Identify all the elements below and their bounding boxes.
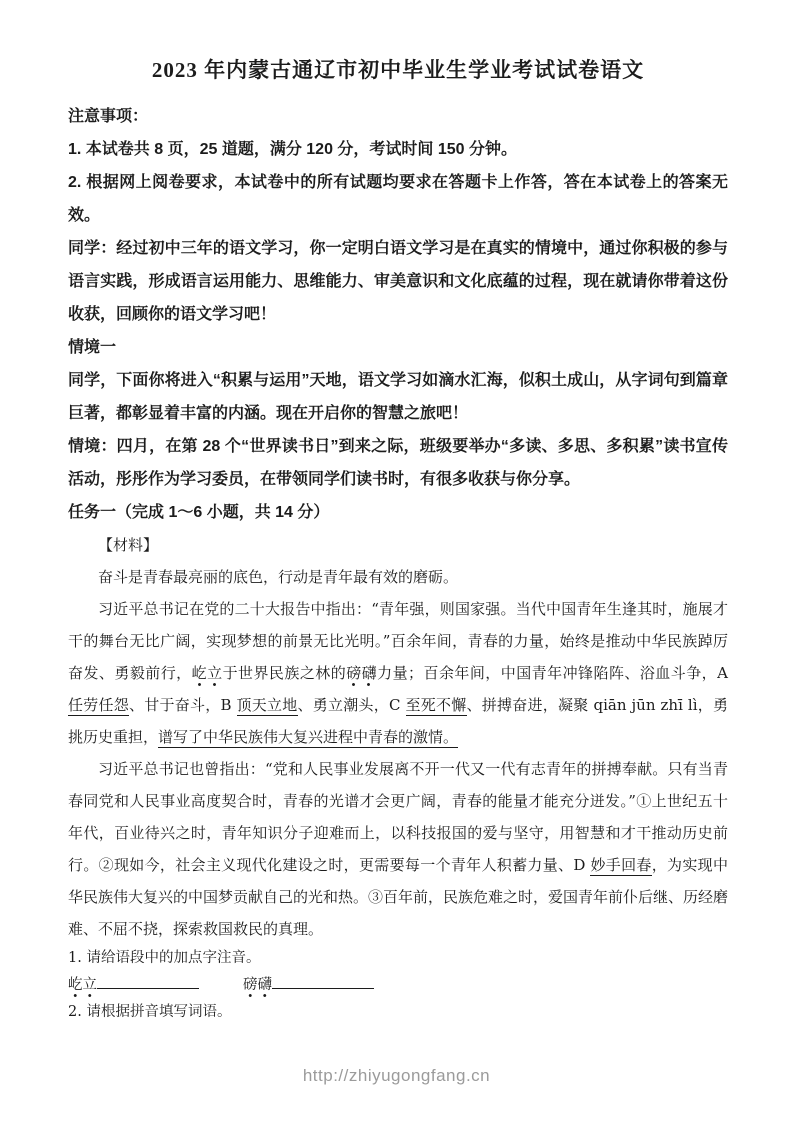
question-1-answer-blanks: 屹立 磅礴 — [68, 972, 728, 999]
watermark-url: http://zhiyugongfang.cn — [302, 1066, 491, 1085]
material-paragraph-1: 奋斗是青春最亮丽的底色，行动是青年最有效的磨砺。 — [98, 568, 459, 586]
question-2-text: 2. 请根据拼音填写词语。 — [68, 1004, 232, 1020]
notice-heading: 注意事项： — [68, 108, 149, 125]
material-label: 【材料】 — [98, 536, 159, 554]
intro-paragraph: 同学：经过初中三年的语文学习，你一定明白语文学习是在真实的情境中，通过你积极的参与语言实践，形成语言运用能力、思维能力、审美意识和文化底蕴的过程，现在就请你带着这份收获，回顾你的语文学习吧！ — [68, 240, 728, 323]
page-title: 2023 年内蒙古通辽市初中毕业生学业考试试卷语文 — [151, 58, 645, 82]
notice-item-2: 2. 根据网上阅卷要求，本试卷中的所有试题均要求在答题卡上作答，答在本试卷上的答案无效。 — [68, 174, 728, 224]
material-section — [68, 529, 728, 945]
task-1-heading: 任务一（完成 1～6 小题，共 14 分） — [68, 504, 330, 521]
material-paragraph-2: 习近平总书记在党的二十大报告中指出：“青年强，则国家强。当代中国青年生逢其时，施展才干的舞台无比广阔，实现梦想的前景无比光明。”百余年间，青春的力量，始终是推动中华民族踔厉奋发、勇毅前行，屹立于世界民族之林的磅礴力量；百余年间，中国青年冲锋陷阵、浴血斗争，A 任劳任怨、甘于奋斗，B 顶天立地、勇立潮头，C 至死不懈、拼搏奋进，凝聚 qiān jūn zhī lì，勇挑历史重担，谱写了中华民族伟大复兴进程中青春的激情。 — [68, 600, 728, 746]
questions-section — [68, 945, 728, 1026]
page-content — [68, 54, 728, 1026]
section-heading-qingjing-1: 情境一 — [68, 339, 117, 356]
scenario-paragraph: 情境：四月，在第 28 个“世界读书日”到来之际，班级要举办“多读、多思、多积累”读书宣传活动，彤彤作为学习委员，在带领同学们读书时，有很多收获与你分享。 — [68, 438, 728, 488]
material-paragraph-3: 习近平总书记也曾指出：“党和人民事业发展离不开一代又一代有志青年的拼搏奉献。只有当青春同党和人民事业高度契合时，青春的光谱才会更广阔，青春的能量才能充分迸发。”①上世纪五十年代，百业待兴之时，青年知识分子迎难而上，以科技报国的爱与坚守，用智慧和才干推动历史前行。②现如今，社会主义现代化建设之时，更需要每一个青年人积蓄力量、D 妙手回春，为实现中华民族伟大复兴的中国梦贡献自己的光和热。③百年前，民族危难之时，爱国青年前仆后继、历经磨难、不屈不挠，探索救国救民的真理。 — [68, 760, 729, 938]
section-lead-paragraph: 同学，下面你将进入“积累与运用”天地，语文学习如滴水汇海，似积土成山，从字词句到篇章巨著，都彰显着丰富的内涵。现在开启你的智慧之旅吧！ — [68, 372, 728, 422]
notice-item-1: 1. 本试卷共 8 页，25 道题，满分 120 分，考试时间 150 分钟。 — [68, 141, 517, 158]
question-1-text: 1. 请给语段中的加点字注音。 — [68, 950, 261, 966]
